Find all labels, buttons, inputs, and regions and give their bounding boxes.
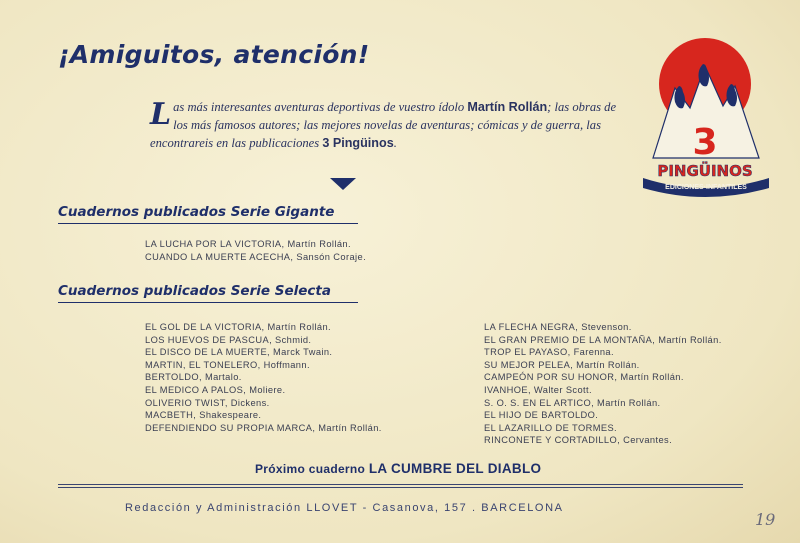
next-issue-label: Próximo cuaderno [255, 462, 366, 476]
list-item: EL HIJO DE BARTOLDO. [484, 410, 599, 421]
list-item: CAMPEÓN POR SU HONOR, Martín Rollán. [484, 372, 684, 383]
intro-text-2: ; las obras de los más famosos autores; las mejores novelas de aventuras; cómicas y de guerra, las encontrareis en las publicaciones [150, 100, 617, 150]
serie-gigante-list [145, 238, 366, 263]
serie-gigante-rule [58, 223, 358, 224]
list-item: EL DISCO DE LA MUERTE, Marck Twain. [145, 347, 333, 358]
list-item: IVANHOE, Walter Scott. [484, 384, 592, 395]
intro-text-1: as más interesantes aventuras deportivas de vuestro ídolo [173, 100, 468, 114]
list-item: LOS HUEVOS DE PASCUA, Schmid. [145, 334, 312, 345]
list-item: MARTIN, EL TONELERO, Hoffmann. [145, 359, 310, 370]
publisher-logo [635, 28, 777, 198]
intro-author-name: Martín Rollán [467, 100, 548, 114]
list-item: LA FLECHA NEGRA, Stevenson. [484, 322, 632, 332]
list-item: BERTOLDO, Martalo. [145, 372, 242, 383]
serie-selecta-rule [58, 302, 358, 303]
list-item: LA LUCHA POR LA VICTORIA, Martín Rollán. [145, 239, 351, 249]
list-item: SU MEJOR PELEA, Martín Rollán. [484, 359, 640, 370]
footer-address: Redacción y Administración LLOVET - Casanova, 157 . BARCELONA [125, 502, 564, 514]
list-item: EL LAZARILLO DE TORMES. [484, 422, 618, 433]
next-issue-title: LA CUMBRE DEL DIABLO [368, 461, 542, 476]
bottom-rule-top [58, 484, 743, 485]
serie-gigante-title: Cuadernos publicados Serie Gigante [58, 204, 335, 220]
serie-selecta-left-list [145, 321, 382, 434]
list-item: RINCONETE Y CORTADILLO, Cervantes. [484, 435, 673, 446]
next-issue [255, 461, 541, 476]
intro-dropcap: L [150, 97, 172, 132]
list-item: DEFENDIENDO SU PROPIA MARCA, Martín Rollán. [145, 422, 382, 433]
serie-selecta-title: Cuadernos publicados Serie Selecta [58, 283, 331, 299]
list-item: TROP EL PAYASO, Farenna. [484, 347, 614, 358]
list-item: CUANDO LA MUERTE ACECHA, Sansón Coraje. [145, 251, 367, 262]
list-item: OLIVERIO TWIST, Dickens. [145, 397, 270, 408]
logo-word: PINGÜINOS [657, 162, 753, 180]
logo-tagline: EDICIONES·INFANTILES [665, 184, 747, 191]
list-item: EL GOL DE LA VICTORIA, Martín Rollán. [145, 322, 331, 332]
page-title: ¡Amiguitos, atención! [58, 40, 370, 69]
down-arrow-icon [330, 178, 356, 190]
logo-number: 3 [692, 122, 718, 163]
intro-publisher: 3 Pingüinos [322, 136, 394, 150]
page-number: 19 [755, 510, 776, 529]
intro-paragraph [150, 98, 620, 152]
bottom-rule-bottom [58, 487, 743, 488]
list-item: EL MEDICO A PALOS, Moliere. [145, 384, 286, 395]
serie-selecta-right-list [484, 321, 722, 447]
list-item: MACBETH, Shakespeare. [145, 410, 262, 421]
intro-period: . [393, 136, 397, 150]
list-item: EL GRAN PREMIO DE LA MONTAÑA, Martín Rollán. [484, 334, 722, 345]
list-item: S. O. S. EN EL ARTICO, Martín Rollán. [484, 397, 661, 408]
